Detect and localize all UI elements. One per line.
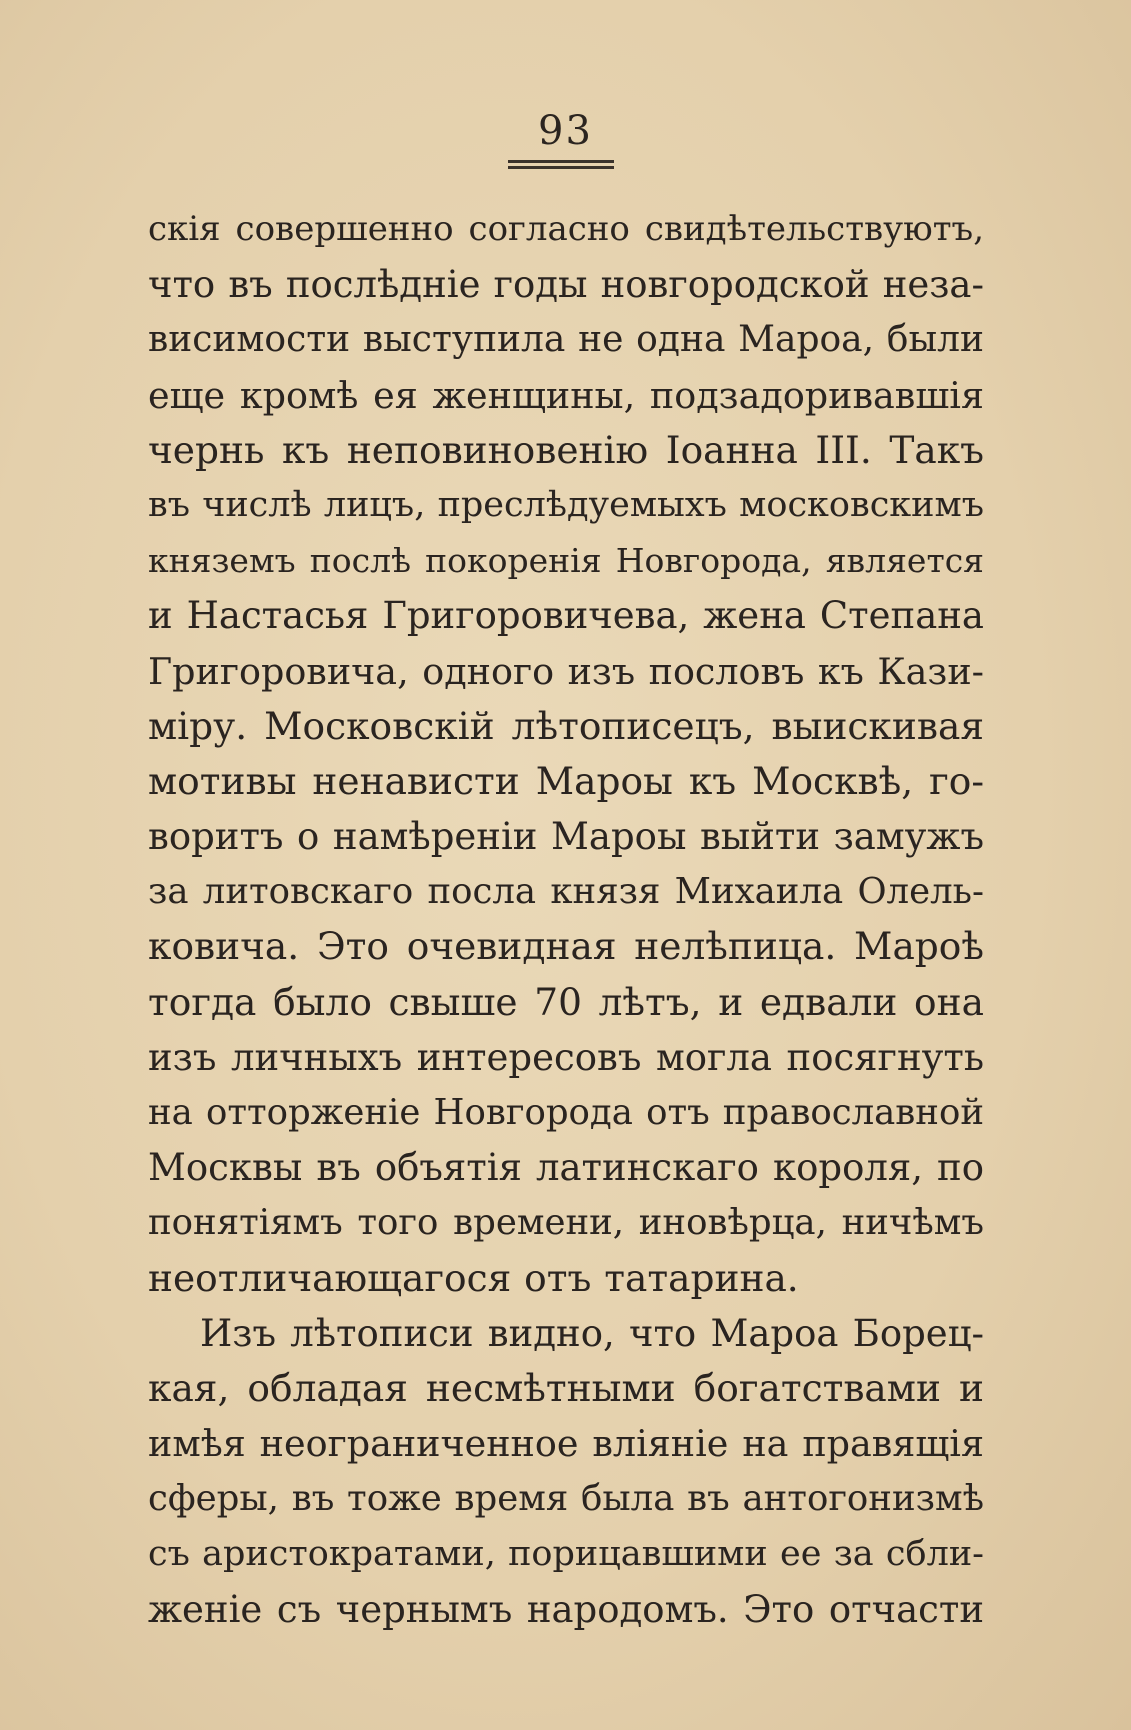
text-line: имѣя неограниченное вліяніе на правящія <box>148 1422 984 1466</box>
text-line: женіе съ чернымъ народомъ. Это отчасти <box>148 1587 984 1631</box>
text-line: изъ личныхъ интересовъ могла посягнуть <box>148 1035 984 1079</box>
page-number: 93 <box>538 108 593 154</box>
header-rule <box>508 166 614 169</box>
text-line: и Настасья Григоровичева, жена Степана <box>148 594 984 638</box>
text-line: Изъ лѣтописи видно, что Мароа Борец- <box>200 1311 984 1355</box>
text-line: воритъ о намѣреніи Мароы выйти замужъ <box>148 815 984 859</box>
text-line: съ аристократами, порицавшими ее за сбли- <box>148 1533 984 1574</box>
text-line: міру. Московскій лѣтописецъ, выискивая <box>148 703 984 748</box>
text-line: княземъ послѣ покоренія Новгорода, является <box>148 541 984 581</box>
header-rule <box>508 160 614 163</box>
text-line: висимости выступила не одна Мароа, были <box>148 319 984 361</box>
text-line: что въ послѣдніе годы новгородской неза- <box>148 263 984 307</box>
text-line: Москвы въ объятія латинскаго короля, по <box>148 1146 984 1190</box>
text-line: неотличающагося отъ татарина. <box>148 1255 799 1300</box>
text-line: за литовскаго посла князя Михаила Олель- <box>148 871 984 913</box>
body-text <box>148 202 984 1637</box>
text-line: мотивы ненависти Мароы къ Москвѣ, го- <box>148 758 984 803</box>
text-line: сферы, въ тоже время была въ антогонизмѣ <box>148 1478 984 1520</box>
text-line: Григоровича, одного изъ пословъ къ Кази- <box>148 649 984 693</box>
text-line: чернь къ неповиновенію Іоанна III. Такъ <box>148 427 984 472</box>
text-line: кая, обладая несмѣтными богатствами и <box>148 1365 984 1410</box>
text-line: понятіямъ того времени, иновѣрца, ничѣмъ <box>148 1202 984 1244</box>
text-line: ковича. Это очевидная нелѣпица. Мароѣ <box>148 924 984 969</box>
text-line: еще кромѣ ея женщины, подзадоривавшія <box>148 373 984 417</box>
text-line: въ числѣ лицъ, преслѣдуемыхъ московскимъ <box>148 484 984 525</box>
text-line: тогда было свыше 70 лѣтъ, и едвали она <box>148 979 984 1024</box>
text-line: на отторженіе Новгорода отъ православной <box>148 1092 984 1133</box>
text-line: скія совершенно согласно свидѣтельствуютъ, <box>148 209 984 249</box>
